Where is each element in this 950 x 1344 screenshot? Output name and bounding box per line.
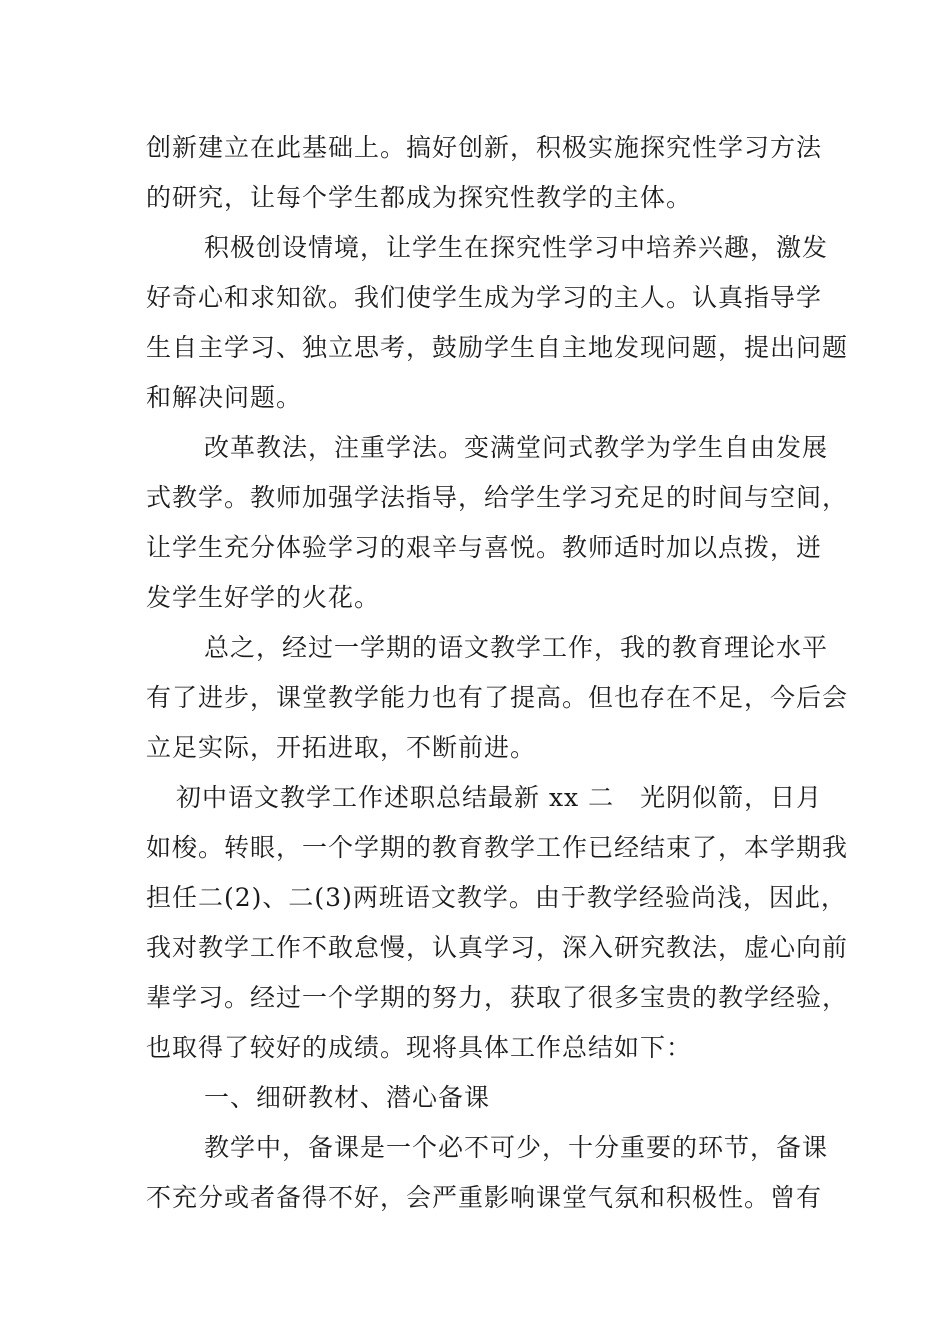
text-line: 辈学习。经过一个学期的努力，获取了很多宝贵的教学经验， bbox=[146, 983, 849, 1012]
paragraph-first-line: 总之，经过一学期的语文教学工作，我的教育理论水平 bbox=[204, 633, 829, 662]
paragraph-first-line: 改革教法，注重学法。变满堂问式教学为学生自由发展 bbox=[204, 433, 829, 462]
section-heading-line: 初中语文教学工作述职总结最新 xx 二 光阴似箭，日月 bbox=[176, 783, 823, 812]
subheading: 一、细研教材、潜心备课 bbox=[204, 1083, 491, 1112]
text-line: 立足实际，开拓进取，不断前进。 bbox=[146, 733, 537, 762]
paragraph-first-line: 积极创设情境，让学生在探究性学习中培养兴趣，激发 bbox=[204, 233, 829, 262]
text-line: 的研究，让每个学生都成为探究性教学的主体。 bbox=[146, 183, 693, 212]
text-line: 如梭。转眼，一个学期的教育教学工作已经结束了，本学期我 bbox=[146, 833, 849, 862]
text-line: 创新建立在此基础上。搞好创新，积极实施探究性学习方法 bbox=[146, 133, 823, 162]
text-line: 好奇心和求知欲。我们使学生成为学习的主人。认真指导学 bbox=[146, 283, 823, 312]
text-line: 式教学。教师加强学法指导，给学生学习充足的时间与空间， bbox=[146, 483, 849, 512]
text-line: 我对教学工作不敢怠慢，认真学习，深入研究教法，虚心向前 bbox=[146, 933, 849, 962]
text-line: 也取得了较好的成绩。现将具体工作总结如下： bbox=[146, 1033, 693, 1062]
text-line: 生自主学习、独立思考，鼓励学生自主地发现问题，提出问题 bbox=[146, 333, 849, 362]
text-line: 和解决问题。 bbox=[146, 383, 303, 412]
text-line: 让学生充分体验学习的艰辛与喜悦。教师适时加以点拨，迸 bbox=[146, 533, 823, 562]
text-line: 不充分或者备得不好，会严重影响课堂气氛和积极性。曾有 bbox=[146, 1183, 823, 1212]
text-line: 发学生好学的火花。 bbox=[146, 583, 381, 612]
paragraph-first-line: 教学中，备课是一个必不可少，十分重要的环节，备课 bbox=[204, 1133, 829, 1162]
text-line: 有了进步，课堂教学能力也有了提高。但也存在不足，今后会 bbox=[146, 683, 849, 712]
text-line: 担任二(2)、二(3)两班语文教学。由于教学经验尚浅，因此， bbox=[146, 883, 847, 912]
